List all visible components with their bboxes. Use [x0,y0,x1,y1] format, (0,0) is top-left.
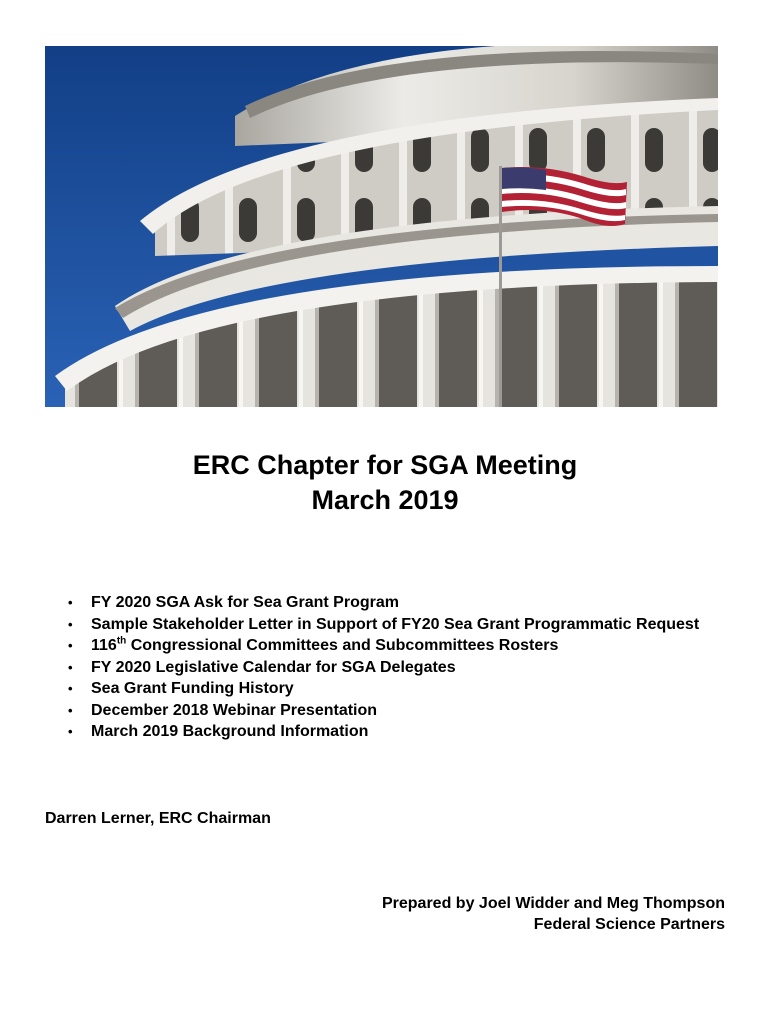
list-item: • FY 2020 SGA Ask for Sea Grant Program [66,592,726,614]
bullet-icon: • [68,595,73,610]
list-item: • December 2018 Webinar Presentation [66,700,726,722]
capitol-dome-photo [45,46,718,407]
bullet-icon: • [68,724,73,739]
contents-list [66,592,726,743]
prepared-by-authors: Prepared by Joel Widder and Meg Thompson [381,895,725,912]
bullet-icon: • [68,702,73,718]
prepared-by-block [382,893,725,935]
list-item: • Sea Grant Funding History [66,678,726,700]
list-item: • Sample Stakeholder Letter in Support of FY20 Sea Grant Programmatic Request [66,614,726,636]
list-item: • March 2019 Background Information [66,721,726,743]
list-item: • FY 2020 Legislative Calendar for SGA Delegates [66,657,726,679]
title-line-1: ERC Chapter for SGA Meeting [192,450,578,480]
prepared-by-organization: Federal Science Partners [533,916,725,933]
bullet-icon: • [68,659,73,675]
list-item: • 116th Congressional Committees and Subcommittees Rosters [66,635,726,657]
title-line-2: March 2019 [311,485,459,515]
bullet-icon: • [68,638,73,653]
bullet-icon: • [68,681,73,696]
bullet-icon: • [68,616,73,632]
document-title [0,448,770,518]
chairman-line: Darren Lerner, ERC Chairman [45,810,271,827]
